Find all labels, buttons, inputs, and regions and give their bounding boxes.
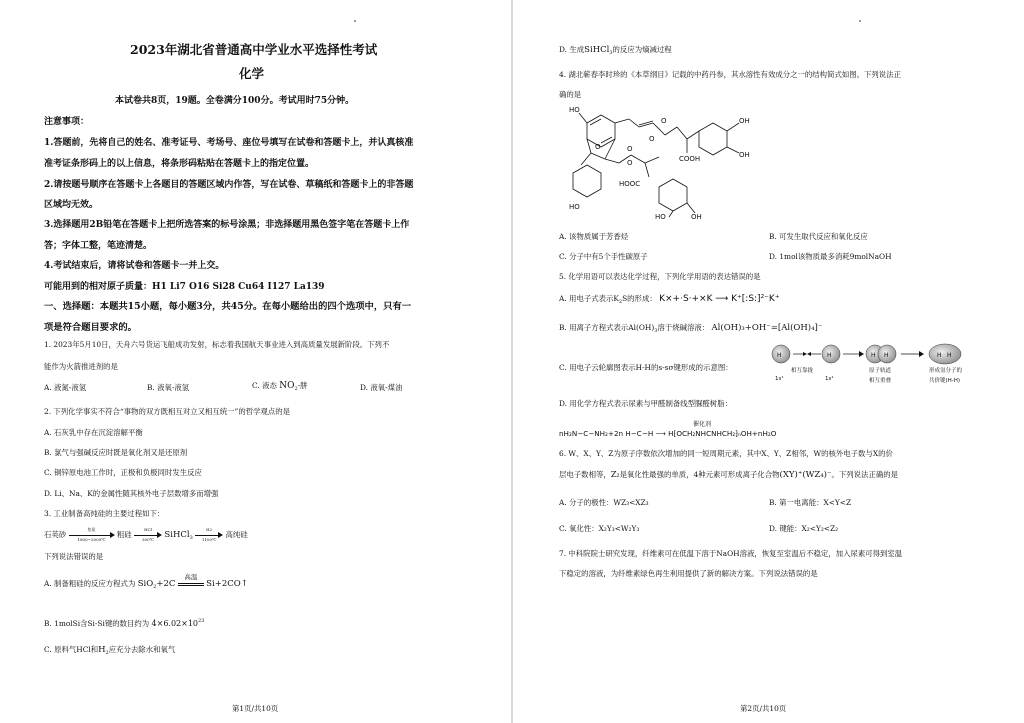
q4-option-d: D. 1mol该物质最多消耗9molNaOH — [769, 252, 892, 261]
q5-option-d: D. 用化学方程式表示尿素与甲醛制备线型脲醛树脂： — [559, 399, 732, 408]
section-heading-cont: 项是符合题目要求的。 — [44, 322, 137, 333]
q2-option-a: A. 石灰乳中存在沉淀溶解平衡 — [44, 428, 143, 437]
svg-text:H: H — [777, 352, 782, 359]
svg-text:OH: OH — [739, 117, 750, 125]
svg-text:1s¹: 1s¹ — [775, 376, 784, 382]
q1-option-d: D. 液氧-煤油 — [360, 383, 403, 392]
condition-equals: 高温 — [178, 579, 204, 589]
q3-ask: 下列说法错误的是 — [44, 552, 104, 561]
catechol-ring-2 — [573, 165, 601, 197]
exam-meta: 本试卷共8页，19题。全卷满分100分。考试用时75分钟。 — [115, 96, 355, 106]
q1-option-c: C. 液态 $NO_2-$肼 — [252, 381, 308, 392]
flow-arrow-2: HCl 300℃ — [134, 530, 162, 540]
q7-stem: 7. 中科院院士研究发现，纤维素可在低温下溶于NaOH溶液，恢复至室温后不稳定，加入尿素可得到室温 — [559, 549, 903, 558]
svg-text:O: O — [627, 145, 633, 153]
q4-option-c: C. 分子中有5个手性碳原子 — [559, 252, 648, 261]
q5-d-catalyst: 催化剂 — [693, 421, 712, 428]
q5-orbital-diagram — [771, 342, 981, 390]
section-heading: 一、选择题：本题共15小题，每小题3分，共45分。在每小题给出的四个选项中，只有一 — [44, 301, 412, 312]
svg-text:相互重叠: 相互重叠 — [869, 378, 892, 384]
svg-text:O: O — [649, 135, 655, 143]
svg-text:H: H — [884, 352, 889, 359]
svg-text:O: O — [627, 159, 633, 167]
q4-option-a: A. 该物质属于芳香烃 — [559, 232, 629, 241]
notice-line: 1.答题前，先将自己的姓名、准考证号、考场号、座位号填写在试卷和答题卡上，并认真核准 — [44, 138, 414, 148]
svg-text:HOOC: HOOC — [619, 180, 641, 188]
exam-title: 2023年湖北省普通高中学业水平选择性考试 — [130, 42, 378, 57]
q4-option-b: B. 可发生取代反应和氧化反应 — [769, 232, 868, 241]
svg-text:形成氢分子的: 形成氢分子的 — [929, 368, 963, 374]
q1-option-a: A. 液氮-液氢 — [44, 383, 87, 392]
svg-text:OH: OH — [739, 151, 750, 159]
q3-option-a: A. 制备粗硅的反应方程式为 SiO$_2$+2C 高温 Si+2CO↑ — [44, 573, 248, 590]
q2-stem: 2. 下列化学事实不符合“事物的双方既相互对立又相互统一”的哲学观点的是 — [44, 407, 291, 416]
flow-arrow-1: 焦炭 1800~2000℃ — [69, 530, 115, 540]
q7-stem-cont: 下稳定的溶液，为纤维素绿色再生利用提供了新的解决方案。下列说法错误的是 — [559, 569, 818, 578]
q2-option-c: C. 铜锌原电池工作时，正极和负极同时发生反应 — [44, 468, 202, 477]
notice-line: 3.选择题用2B铅笔在答题卡上把所选答案的标号涂黑；非选择题用黑色签字笔在答题卡上作 — [44, 220, 410, 230]
q5-option-b: B. 用离子方程式表示$Al(OH)_3$溶于烧碱溶液： Al(OH)₃+OH⁻=[Al(OH)₄]⁻ — [559, 323, 823, 334]
svg-text:原子轨道: 原子轨道 — [869, 368, 892, 374]
notice-line: 答；字体工整，笔迹清楚。 — [44, 241, 153, 251]
q4-stem: 4. 湖北蕲春李时珍的《本草纲目》记载的中药丹参，其水溶性有效成分之一的结构简式如图。下列说法正 — [559, 70, 901, 79]
exam-page-2 — [513, 0, 1024, 723]
q6-option-d: D. 键能：X₂<Y₂<Z₂ — [769, 524, 839, 533]
q1-stem: 1. 2023年5月10日，天舟六号货运飞船成功发射，标志着我国航天事业进入到高质量发展新阶段。下列不 — [44, 340, 390, 349]
q5-option-c: C. 用电子云轮廓图表示H-H的s-sσ键形成的示意图： — [559, 363, 733, 372]
svg-text:相互靠拢: 相互靠拢 — [791, 368, 814, 374]
q4-stem-cont: 确的是 — [559, 90, 582, 99]
notice-title: 注意事项： — [44, 117, 90, 127]
exam-page-1 — [0, 0, 511, 723]
q3-option-b: B. 1molSi含Si-Si键的数目约为 $4\times 6.02\times 10^{23}$ — [44, 618, 205, 628]
q5-d-equation: nH₂N−C−NH₂+2n H−C−H ⟶ H⁅OCH₂NHCNHCH₂⁆ₙOH+nH₂O — [559, 429, 777, 438]
q6-option-b: B. 第一电离能：X<Y<Z — [769, 498, 852, 507]
benzene-ring — [587, 115, 615, 147]
flow-arrow-3: $\frac{H2}{1100℃}$ — [195, 530, 223, 540]
svg-text:HO: HO — [655, 213, 666, 221]
page-mark-dot — [859, 20, 861, 22]
page-footer: 第1页/共10页 — [232, 704, 279, 713]
svg-text:1s¹: 1s¹ — [825, 376, 834, 382]
catechol-ring-3 — [659, 179, 687, 211]
svg-text:HO: HO — [569, 203, 580, 211]
svg-text:O: O — [595, 143, 601, 151]
atomic-masses: 可能用到的相对原子质量：H1 Li7 O16 Si28 Cu64 I127 La139 — [44, 282, 325, 292]
q6-option-c: C. 氧化性：X₂Y₃<W₂Y₃ — [559, 524, 640, 533]
q3-option-c: C. 原料气HCl和$H_2$应充分去除水和氧气 — [44, 645, 176, 656]
catechol-ring-1 — [699, 123, 727, 155]
svg-text:H: H — [871, 352, 876, 359]
q4-structure-diagram — [569, 101, 769, 222]
svg-text:H: H — [937, 352, 942, 359]
svg-text:H: H — [947, 352, 952, 359]
q1-stem-cont: 能作为火箭推进剂的是 — [44, 362, 118, 371]
page-footer: 第2页/共10页 — [740, 704, 787, 713]
q5-option-a: A. 用电子式表示$K_2S$的形成： K×+·S·+×K ⟶ K⁺[:S:]²⁻K⁺ — [559, 294, 780, 305]
q6-stem: 6. W、X、Y、Z为原子序数依次增加的同一短周期元素，其中X、Y、Z相邻，W的核外电子数与X的价 — [559, 449, 893, 458]
q6-stem-cont: 层电子数相等，Z₂是氧化性最强的单质，4种元素可形成离子化合物(XY)⁺(WZ₄)⁻。下列说法正确的是 — [559, 470, 899, 480]
svg-text:HO: HO — [569, 106, 580, 114]
svg-text:COOH: COOH — [679, 155, 701, 163]
q2-option-b: B. 氯气与强碱反应时既是氧化剂又是还原剂 — [44, 448, 188, 457]
exam-subject: 化学 — [239, 66, 265, 81]
q1-option-b: B. 液氧-液氢 — [147, 383, 190, 392]
svg-text:OH: OH — [691, 213, 702, 221]
molecular-orbital — [929, 344, 961, 364]
notice-line: 2.请按题号顺序在答题卡上各题目的答题区域内作答，写在试卷、草稿纸和答题卡上的非答题 — [44, 180, 414, 190]
notice-line: 区域均无效。 — [44, 200, 99, 210]
q3-stem: 3. 工业制备高纯硅的主要过程如下： — [44, 509, 165, 518]
notice-line: 准考证条形码上的以上信息，将条形码粘贴在答题卡上的指定位置。 — [44, 159, 315, 169]
q5-stem: 5. 化学用语可以表达化学过程，下列化学用语的表达错误的是 — [559, 272, 761, 281]
svg-text:H: H — [827, 352, 832, 359]
q6-option-a: A. 分子的极性：WZ₃<XZ₃ — [559, 498, 649, 507]
svg-text:共价键(H-H): 共价键(H-H) — [929, 378, 961, 384]
q3-process-flow: 石英砂 焦炭 1800~2000℃ 粗硅 HCl 300℃ SiHCl$_3$ $\frac{H2}{1100℃}$ 高纯硅 — [44, 527, 248, 542]
notice-line: 4.考试结束后，请将试卷和答题卡一并上交。 — [44, 261, 225, 271]
page-mark-dot — [354, 20, 356, 22]
q2-option-d: D. Li、Na、K的金属性随其核外电子层数增多而增强 — [44, 489, 219, 498]
svg-text:O: O — [661, 117, 667, 125]
q3-option-d: D. 生成SiHCl$_3$的反应为熵减过程 — [559, 45, 672, 56]
